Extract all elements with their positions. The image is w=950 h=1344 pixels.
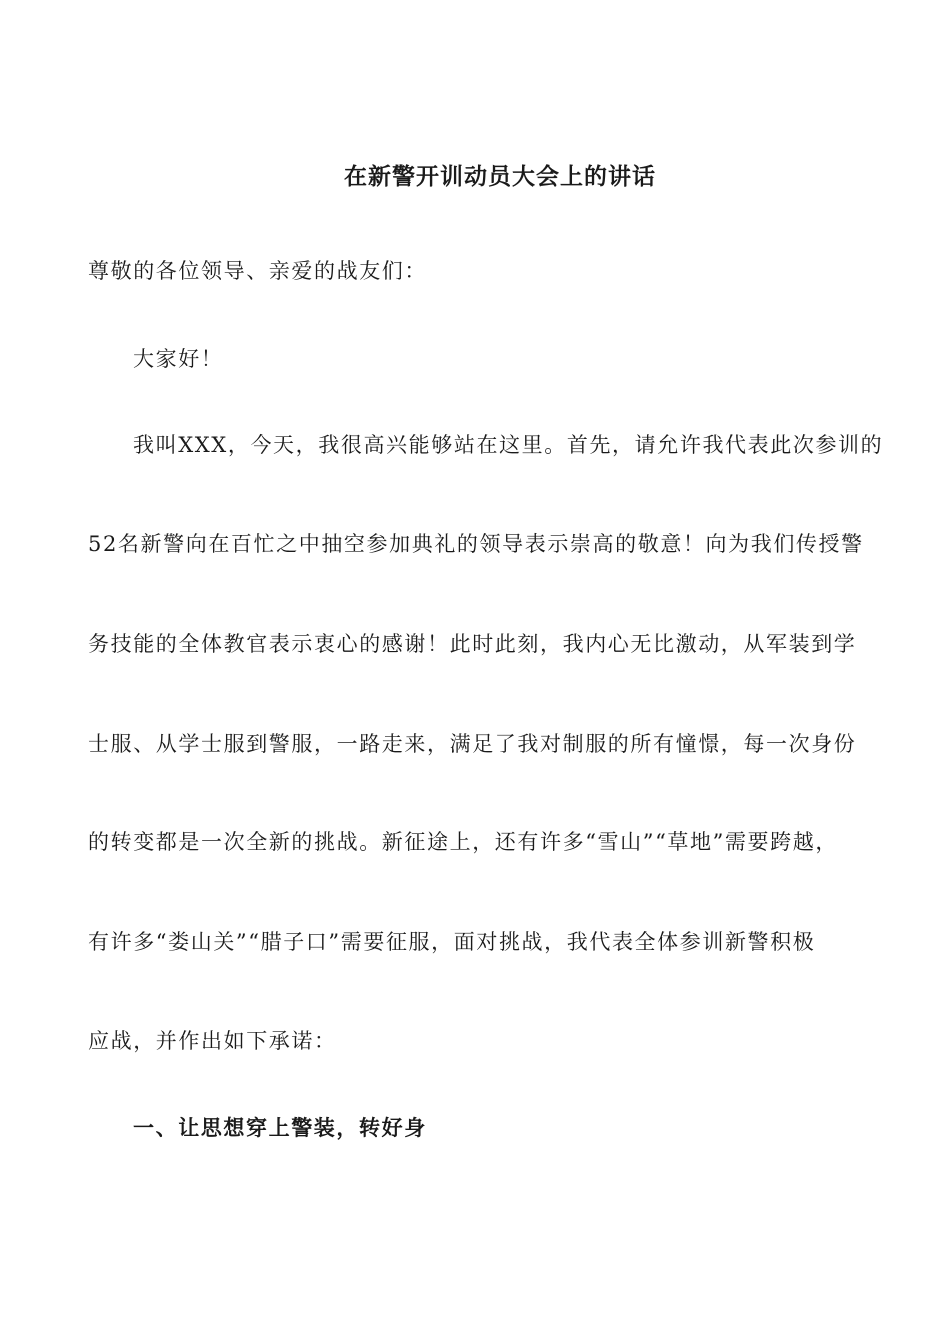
salutation: 尊敬的各位领导、亲爱的战友们：	[88, 259, 427, 283]
paragraph-line-3: 务技能的全体教官表示衷心的感谢！此时此刻，我内心无比激动，从军装到学	[88, 632, 857, 656]
paragraph-line-1: 我叫XXX，今天，我很高兴能够站在这里。首先，请允许我代表此次参训的	[133, 433, 884, 457]
document-title: 在新警开训动员大会上的讲话	[344, 163, 656, 190]
paragraph-line-7: 应战，并作出如下承诺：	[88, 1029, 337, 1053]
paragraph-line-4: 士服、从学士服到警服，一路走来，满足了我对制服的所有憧憬，每一次身份	[88, 732, 857, 756]
paragraph-line-5: 的转变都是一次全新的挑战。新征途上，还有许多“雪山”“草地”需要跨越，	[88, 830, 838, 854]
paragraph-line-2: 52名新警向在百忙之中抽空参加典礼的领导表示崇高的敬意！向为我们传授警	[88, 532, 864, 556]
section-heading: 一、让思想穿上警装，转好身	[133, 1115, 427, 1140]
greeting: 大家好！	[133, 347, 224, 371]
paragraph-line-6: 有许多“娄山关”“腊子口”需要征服，面对挑战，我代表全体参训新警积极	[88, 930, 816, 954]
